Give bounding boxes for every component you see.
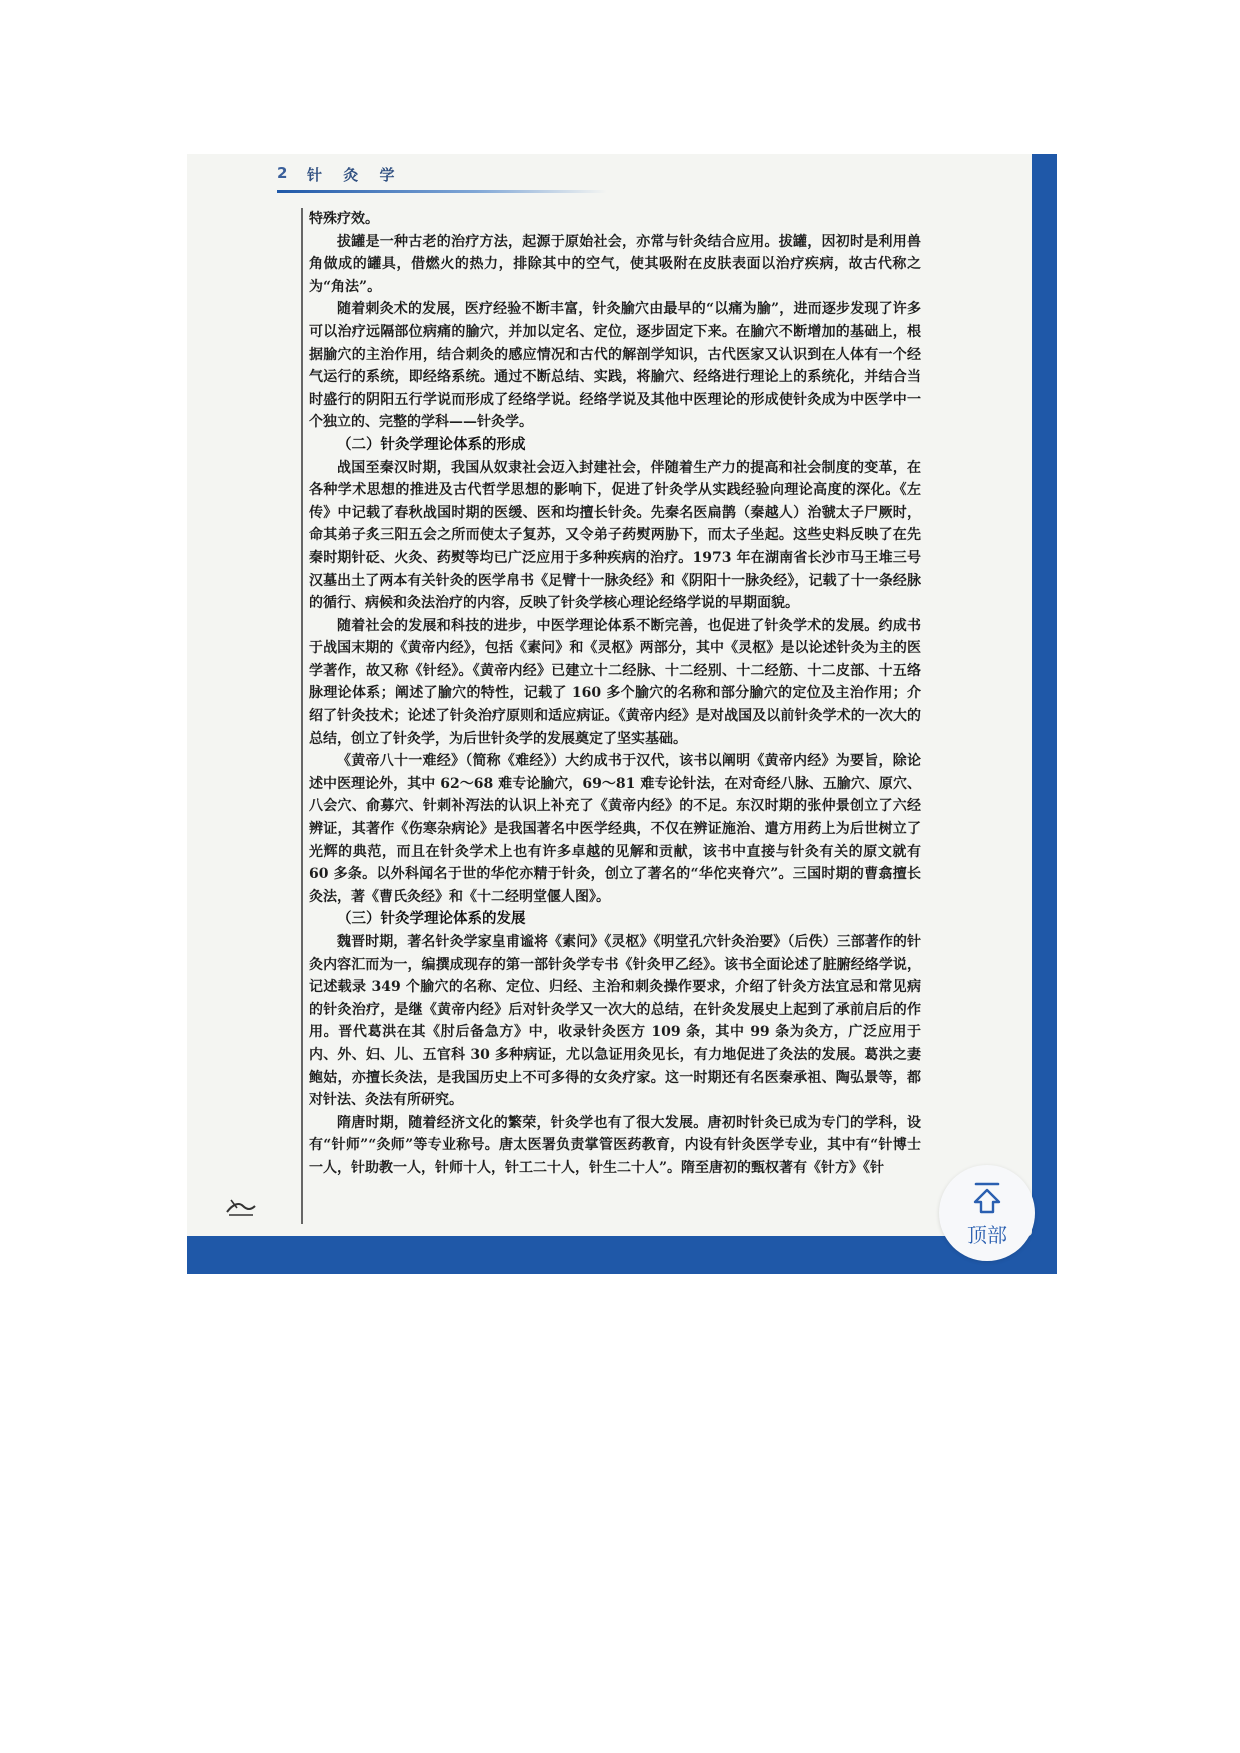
paragraph: 魏晋时期，著名针灸学家皇甫谧将《素问》《灵枢》《明堂孔穴针灸治要》（后佚）三部著作的针灸内容汇而为一，编撰成现存的第一部针灸学专书《针灸甲乙经》。该书全面论述了脏腑经络学说，记述载录 349 个腧穴的名称、定位、归经、主治和刺灸操作要求，介绍了针灸方法宜忌和常见病的针灸治疗，是继《黄帝内经》后对针灸学又一次大的总结，在针灸发展史上起到了承前启后的作用。晋代葛洪在其《肘后备急方》中，收录针灸医方 109 条，其中 99 条为灸方，广泛应用于内、外、妇、儿、五官科 30 多种病证，尤以急证用灸见长，有力地促进了灸法的发展。葛洪之妻鲍姑，亦擅长灸法，是我国历史上不可多得的女灸疗家。这一时期还有名医秦承祖、陶弘景等，都对针法、灸法有所研究。 bbox=[309, 934, 921, 1109]
paragraph: 隋唐时期，随着经济文化的繁荣，针灸学也有了很大发展。唐初时针灸已成为专门的学科，设有“针师”“灸师”等专业称号。唐太医署负责掌管医药教育，内设有针灸医学专业，其中有“针博士一人，针助教一人，针师十人，针工二十人，针生二十人”。隋至唐初的甄权著有《针方》《针 bbox=[309, 1114, 921, 1176]
header-rule bbox=[277, 190, 607, 193]
back-to-top-button[interactable] bbox=[939, 1165, 1035, 1261]
scanned-page bbox=[187, 154, 1032, 1236]
section-heading: （三）针灸学理论体系的发展 bbox=[337, 911, 526, 928]
margin-rule bbox=[301, 208, 303, 1224]
page-number: 2 bbox=[277, 164, 288, 182]
paragraph: 特殊疗效。 bbox=[309, 211, 379, 227]
paragraph: 随着刺灸术的发展，医疗经验不断丰富，针灸腧穴由最早的“以痛为腧”，进而逐步发现了许多可以治疗远隔部位病痛的腧穴，并加以定名、定位，逐步固定下来。在腧穴不断增加的基础上，根据腧穴的主治作用，结合刺灸的感应情况和古代的解剖学知识，古代医家又认识到在人体有一个经气运行的系统，即经络系统。通过不断总结、实践，将腧穴、经络进行理论上的系统化，并结合当时盛行的阴阳五行学说而形成了经络学说。经络学说及其他中医理论的形成使针灸成为中医学中一个独立的、完整的学科——针灸学。 bbox=[309, 301, 921, 431]
paragraph: 《黄帝八十一难经》（简称《难经》）大约成书于汉代，该书以阐明《黄帝内经》为要旨，除论述中医理论外，其中 62～68 难专论腧穴，69～81 难专论针法，在对奇经八脉、五腧穴、原穴、八会穴、俞募穴、针刺补泻法的认识上补充了《黄帝内经》的不足。东汉时期的张仲景创立了六经辨证，其著作《伤寒杂病论》是我国著名中医学经典，不仅在辨证施治、遣方用药上为后世树立了光辉的典范，而且在针灸学术上也有许多卓越的见解和贡献，该书中直接与针灸有关的原文就有 60 多条。以外科闻名于世的华佗亦精于针灸，创立了著名的“华佗夹脊穴”。三国时期的曹翕擅长灸法，著《曹氏灸经》和《十二经明堂偃人图》。 bbox=[309, 753, 921, 905]
page-header bbox=[277, 164, 917, 194]
paragraph: 随着社会的发展和科技的进步，中医学理论体系不断完善，也促进了针灸学术的发展。约成书于战国末期的《黄帝内经》，包括《素问》和《灵枢》两部分，其中《灵枢》是以论述针灸为主的医学著作，故又称《针经》。《黄帝内经》已建立十二经脉、十二经别、十二经筋、十二皮部、十五络脉理论体系；阐述了腧穴的特性，记载了 160 多个腧穴的名称和部分腧穴的定位及主治作用；介绍了针灸技术；论述了针灸治疗原则和适应病证。《黄帝内经》是对战国及以前针灸学术的一次大的总结，创立了针灸学，为后世针灸学的发展奠定了坚实基础。 bbox=[309, 617, 921, 747]
paragraph: 战国至秦汉时期，我国从奴隶社会迈入封建社会，伴随着生产力的提高和社会制度的变革，在各种学术思想的推进及古代哲学思想的影响下，促进了针灸学从实践经验向理论高度的深化。《左传》中记载了春秋战国时期的医缓、医和均擅长针灸。先秦名医扁鹊（秦越人）治虢太子尸厥时，命其弟子炙三阳五会之所而使太子复苏，又令弟子药熨两胁下，而太子坐起。这些史料反映了在先秦时期针砭、火灸、药熨等均已广泛应用于多种疾病的治疗。1973 年在湖南省长沙市马王堆三号汉墓出土了两本有关针灸的医学帛书《足臂十一脉灸经》和《阴阳十一脉灸经》，记载了十一条经脉的循行、病候和灸法治疗的内容，反映了针灸学核心理论经络学说的早期面貌。 bbox=[309, 459, 921, 612]
back-to-top-label: 顶部 bbox=[967, 1223, 1007, 1247]
scanned-page-frame bbox=[187, 154, 1057, 1274]
body-text bbox=[309, 208, 921, 1228]
running-title: 针 灸 学 bbox=[307, 166, 403, 184]
paragraph: 拔罐是一种古老的治疗方法，起源于原始社会，亦常与针灸结合应用。拔罐，因初时是利用兽角做成的罐具，借燃火的热力，排除其中的空气，使其吸附在皮肤表面以治疗疾病，故古代称之为“角法”。 bbox=[309, 233, 921, 295]
pen-mark-icon bbox=[223, 1194, 259, 1218]
section-heading: （二）针灸学理论体系的形成 bbox=[337, 436, 526, 453]
arrow-up-bar-icon bbox=[970, 1181, 1004, 1215]
